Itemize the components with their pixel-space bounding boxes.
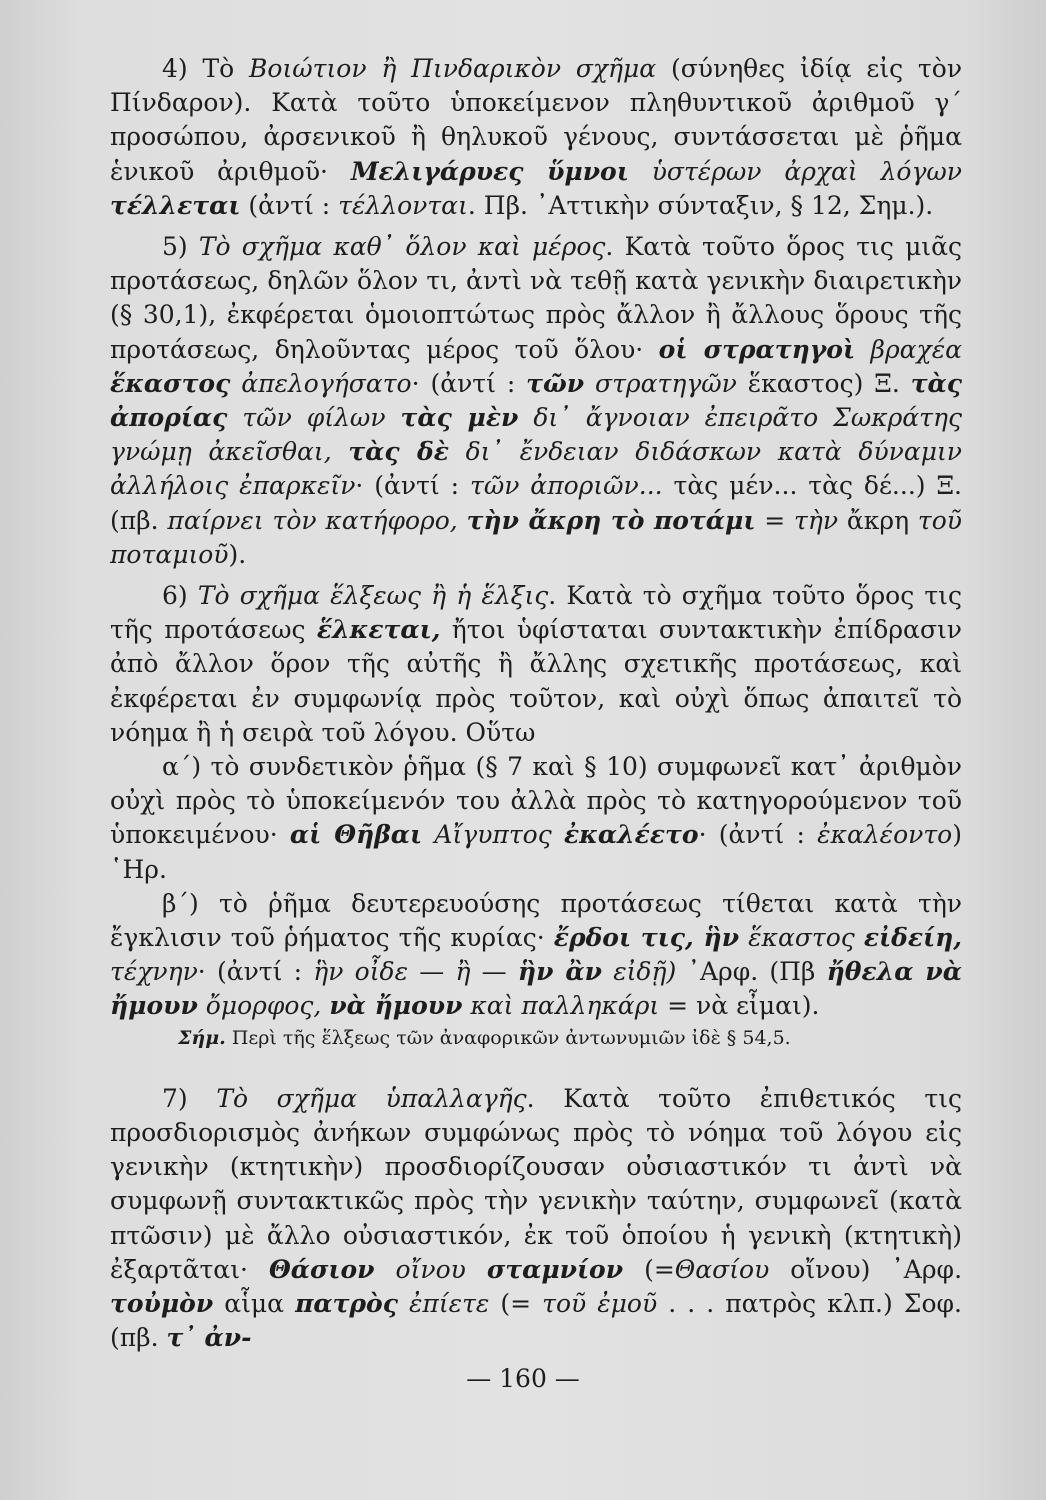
paragraph-7: 7) Τὸ σχῆμα ὑπαλλαγῆς. Κατὰ τοῦτο ἐπιθετικός τις προσδιορισμὸς ἀνήκων συμφώνως πρὸς τὸ νόημα τοῦ λόγου εἰς γενικὴν (κτητικὴν) προσδιορίζουσαν οὐσιαστικόν τι ἀντὶ νὰ συμφωνῇ συντακτικῶς πρὸς τὴν γενικὴν ταύτην, συμφωνεῖ (κατὰ πτῶσιν) μὲ ἄλλο οὐσιαστικόν, ἐκ τοῦ ὁποίου ἡ γενικὴ (κτητικὴ) ἐξαρτᾶται· Θάσιον οἴνου σταμνίον (=Θασίου οἴνου) ᾿Αρφ. τοὐμὸν αἷμα πατρὸς ἐπίετε (= τοῦ ἐμοῦ . . . πατρὸς κλπ.) Σοφ. (πβ. τ᾿ ἀν- — [110, 1083, 963, 1353]
paragraph-6a: α΄) τὸ συνδετικὸν ῥῆμα (§ 7 καὶ § 10) συμφωνεῖ κατ᾿ ἀριθμὸν οὐχὶ πρὸς τὸ ὑποκείμενόν του ἀλλὰ πρὸς τὸ κατηγορούμενον τοῦ ὑποκειμένου· αἱ Θῆβαι Αἴγυπτος ἐκαλέετο· (ἀντί : ἐκαλέοντο) ῾Ηρ. — [110, 752, 962, 884]
note-text: Περὶ τῆς ἕλξεως τῶν ἀναφορικῶν ἀντωνυμιῶν ἰδὲ § 54,5. — [231, 1026, 791, 1049]
page-number: — 160 — — [466, 1364, 580, 1393]
paragraph-4: 4) Τὸ Βοιώτιον ἢ Πινδαρικὸν σχῆμα (σύνηθες ἰδίᾳ εἰς τὸν Πίνδαρον). Κατὰ τοῦτο ὑποκείμενον πληθυντικοῦ ἀριθμοῦ γ΄ προσώπου, ἀρσενικοῦ ἢ θηλυκοῦ γένους, συντάσσεται μὲ ῥῆμα ἑνικοῦ ἀριθμοῦ· Μελιγάρυες ὕμνοι ὑστέρων ἀρχαὶ λόγων τέλλεται (ἀντί : τέλλονται. Πβ. ᾿Αττικὴν σύνταξιν, § 12, Σημ.). — [110, 54, 963, 220]
page-body — [110, 52, 962, 1355]
paragraph-6b: β΄) τὸ ῥῆμα δευτερευούσης προτάσεως τίθεται κατὰ τὴν ἔγκλισιν τοῦ ῥήματος τῆς κυρίας· ἔρδοι τις, ἣν ἕκαστος εἰδείη, τέχνην· (ἀντί : ἣν οἶδε — ἢ — ἣν ἂν εἰδῇ) ᾿Αρφ. (Πβ ἤθελα νὰ ἤμουν ὄμορφος, νὰ ἤμουν καὶ παλληκάρι = νὰ εἶμαι). — [110, 888, 963, 1021]
paragraph-5: 5) Τὸ σχῆμα καθ᾿ ὅλον καὶ μέρος. Κατὰ τοῦτο ὅρος τις μιᾶς προτάσεως, δηλῶν ὅλον τι, ἀντὶ νὰ τεθῇ κατὰ γενικὴν διαιρετικὴν (§ 30,1), ἐκφέρεται ὁμοιοπτώτως πρὸς ἄλλον ἢ ἄλλους ὅρους τῆς προτάσεως, δηλοῦντας μέρος τοῦ ὅλου· οἱ στρατηγοὶ βραχέα ἕκαστος ἀπελογήσατο· (ἀντί : τῶν στρατηγῶν ἕκαστος) Ξ. τὰς ἀπορίας τῶν φίλων τὰς μὲν δι᾿ ἄγνοιαν ἐπειρᾶτο Σωκράτης γνώμῃ ἀκεῖσθαι, τὰς δὲ δι᾿ ἔνδειαν διδάσκων κατὰ δύναμιν ἀλλήλοις ἐπαρκεῖν· (ἀντί : τῶν ἀποριῶν... τὰς μέν... τὰς δέ...) Ξ. (πβ. παίρνει τὸν κατήφορο, τὴν ἄκρη τὸ ποτάμι = τὴν ἄκρη τοῦ ποταμιοῦ). — [110, 232, 963, 569]
paragraph-6: 6) Τὸ σχῆμα ἕλξεως ἢ ἡ ἕλξις. Κατὰ τὸ σχῆμα τοῦτο ὅρος τις τῆς προτάσεως ἕλκεται, ἤτοι ὑφίσταται συντακτικὴν ἐπίδρασιν ἀπὸ ἄλλον ὅρον τῆς αὐτῆς ἢ ἄλλης σχετικῆς προτάσεως, καὶ ἐκφέρεται ἐν συμφωνίᾳ πρὸς τοῦτον, καὶ οὐχὶ ὅπως ἀπαιτεῖ τὸ νόημα ἢ ἡ σειρὰ τοῦ λόγου. Οὕτω — [110, 581, 963, 747]
note — [110, 1024, 962, 1052]
note-label: Σήμ. — [178, 1026, 226, 1049]
